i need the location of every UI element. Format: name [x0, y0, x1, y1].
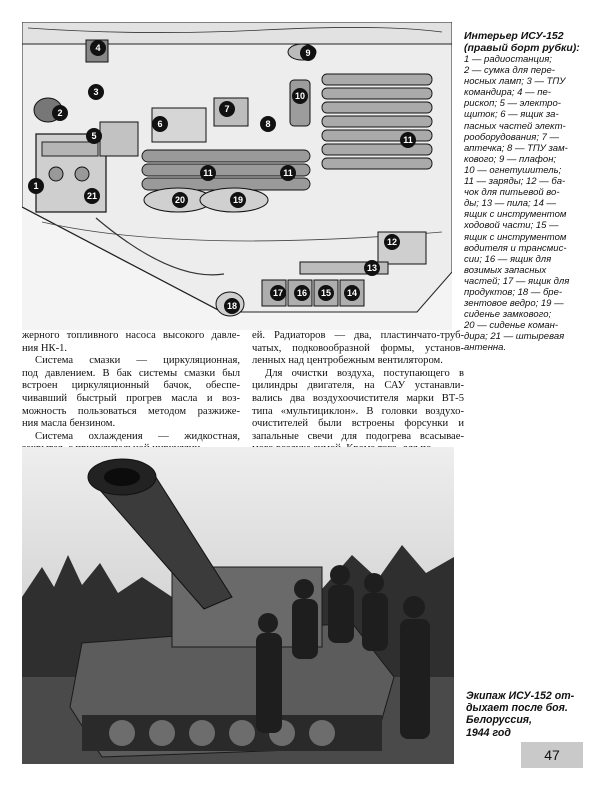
photo-caption-line: Белоруссия, — [466, 714, 532, 727]
svg-text:16: 16 — [296, 288, 308, 298]
callout-6 — [152, 116, 168, 132]
caption-legend-line: водителя и трансмис- — [464, 242, 567, 254]
text-line: вались два воздухоочистителя марки ВТ-5 — [252, 392, 464, 404]
text-line: очистителей были встроены форсунки и — [252, 418, 464, 430]
callout-9 — [300, 45, 316, 61]
crew-photo — [22, 447, 454, 764]
callout-3 — [88, 84, 104, 100]
paragraph — [252, 368, 464, 456]
svg-text:12: 12 — [386, 237, 398, 247]
text-line: жерного топливного насоса высокого давле- — [22, 330, 240, 341]
svg-text:6: 6 — [157, 119, 163, 129]
svg-text:18: 18 — [226, 301, 238, 311]
caption-legend-line: сиденье замкового; — [464, 309, 552, 321]
svg-text:11: 11 — [283, 168, 293, 178]
caption-legend — [464, 54, 598, 354]
callout-11a — [400, 132, 416, 148]
text-line: цилиндры двигателя, на САУ устанавли- — [252, 380, 464, 392]
svg-text:1: 1 — [33, 181, 39, 191]
caption-legend-line: ящик с инструментом — [464, 231, 567, 243]
callout-11c — [280, 165, 296, 181]
caption-legend-line: рископ; 5 — электро- — [464, 98, 561, 110]
text-line: типа «мультициклон». В головки воздухо- — [252, 405, 464, 417]
callout-2 — [52, 105, 68, 121]
callout-10 — [292, 88, 308, 104]
caption-legend-line: кового; 9 — плафон; — [464, 153, 557, 165]
caption-legend-line: носных ламп; 3 — ТПУ — [464, 76, 566, 88]
paragraph — [22, 330, 240, 355]
text-line: ния масла бензином. — [22, 418, 116, 430]
callout-16 — [294, 285, 310, 301]
svg-text:5: 5 — [91, 131, 97, 141]
svg-text:8: 8 — [265, 119, 271, 129]
callout-1 — [28, 178, 44, 194]
text-line: можность пользоваться методом разжиже- — [22, 405, 240, 417]
text-line: ленных над центробежным вентилятором. — [252, 355, 443, 367]
text-line: ей. Радиаторов — два, пластинчато-труб- — [252, 330, 464, 341]
callout-20 — [172, 192, 188, 208]
caption-legend-line: 2 — сумка для пере- — [464, 65, 555, 77]
caption-legend-line: ды; 13 — пила; 14 — — [464, 198, 557, 210]
text-line: запальные свечи для подогрева всасывае- — [252, 430, 464, 442]
callout-17 — [270, 285, 286, 301]
caption-legend-line: частей; 17 — ящик для — [464, 275, 570, 287]
svg-text:4: 4 — [95, 43, 101, 53]
caption-legend-line: 1 — радиостанция; — [464, 54, 552, 65]
caption-legend-line: пасных частей элект- — [464, 120, 566, 132]
callout-11b — [200, 165, 216, 181]
callout-5 — [86, 128, 102, 144]
text-line: Система охлаждения — жидкостная, — [35, 430, 240, 442]
text-column-right — [252, 330, 464, 456]
svg-text:11: 11 — [203, 168, 213, 178]
text-line: под давлением. В бак системы смазки был — [22, 367, 240, 379]
text-column-left — [22, 330, 240, 456]
text-line: встроен циркуляционный бачок, обеспе- — [22, 380, 240, 392]
caption-legend-line: антенна. — [464, 342, 507, 354]
caption-legend-line: рооборудования; 7 — — [464, 131, 560, 143]
svg-text:2: 2 — [57, 108, 63, 118]
caption-legend-line: сии; 16 — ящик для — [464, 253, 552, 265]
caption-legend-line: продуктов; 18 — бре- — [464, 286, 563, 298]
svg-text:17: 17 — [272, 288, 284, 298]
caption-legend-line: чок для питьевой во- — [464, 187, 560, 199]
caption-legend-line: дира; 21 — штыревая — [464, 331, 565, 343]
svg-text:19: 19 — [232, 195, 244, 205]
illustration-caption — [464, 30, 598, 354]
caption-legend-line: ходовой части; 15 — — [464, 220, 559, 232]
svg-text:20: 20 — [174, 195, 186, 205]
callout-19 — [230, 192, 246, 208]
caption-legend-line: командира; 4 — пе- — [464, 87, 551, 99]
callout-4 — [90, 40, 106, 56]
paragraph — [252, 330, 464, 368]
photo-caption — [466, 690, 600, 739]
caption-legend-line: зентовое ведро; 19 — — [464, 298, 564, 310]
callout-14 — [344, 285, 360, 301]
caption-legend-line: щиток; 6 — ящик за- — [464, 109, 559, 121]
callout-12 — [384, 234, 400, 250]
photo-caption-line: Экипаж ИСУ-152 от- — [466, 690, 575, 702]
svg-text:15: 15 — [320, 288, 332, 298]
svg-text:10: 10 — [294, 91, 306, 101]
caption-legend-line: 10 — огнетушитель; — [464, 164, 562, 176]
svg-text:13: 13 — [366, 263, 378, 273]
svg-text:7: 7 — [224, 104, 230, 114]
caption-title: Интерьер ИСУ-152 (правый борт рубки): — [464, 30, 580, 54]
photo-caption-line: 1944 год — [466, 726, 511, 739]
text-line: Для очистки воздуха, поступающего в — [265, 367, 464, 379]
caption-legend-line: 11 — заряды; 12 — ба- — [464, 176, 566, 188]
text-line: чатых, подковообразной формы, установ- — [252, 342, 464, 354]
paragraph — [22, 355, 240, 431]
caption-legend-line: возимых запасных — [464, 264, 547, 276]
photo-caption-line: дыхает после боя. — [466, 702, 568, 715]
text-line: ния НК-1. — [22, 342, 68, 354]
svg-text:11: 11 — [403, 135, 413, 145]
callout-18 — [224, 298, 240, 314]
text-line: чивавший быстрый прогрев масла и воз- — [22, 392, 240, 404]
svg-text:3: 3 — [93, 87, 99, 97]
svg-text:21: 21 — [86, 191, 98, 201]
page-number: 47 — [521, 742, 583, 768]
svg-text:14: 14 — [346, 288, 358, 298]
callout-21 — [84, 188, 100, 204]
caption-legend-line: аптечка; 8 — ТПУ зам- — [464, 142, 568, 154]
caption-legend-line: ящик с инструментом — [464, 209, 567, 221]
interior-illustration — [22, 22, 452, 330]
callout-13 — [364, 260, 380, 276]
text-line: Система смазки — циркуляционная, — [35, 355, 240, 367]
svg-text:9: 9 — [305, 48, 311, 58]
callout-8 — [260, 116, 276, 132]
callout-15 — [318, 285, 334, 301]
callout-7 — [219, 101, 235, 117]
caption-legend-line: 20 — сиденье коман- — [464, 320, 559, 332]
